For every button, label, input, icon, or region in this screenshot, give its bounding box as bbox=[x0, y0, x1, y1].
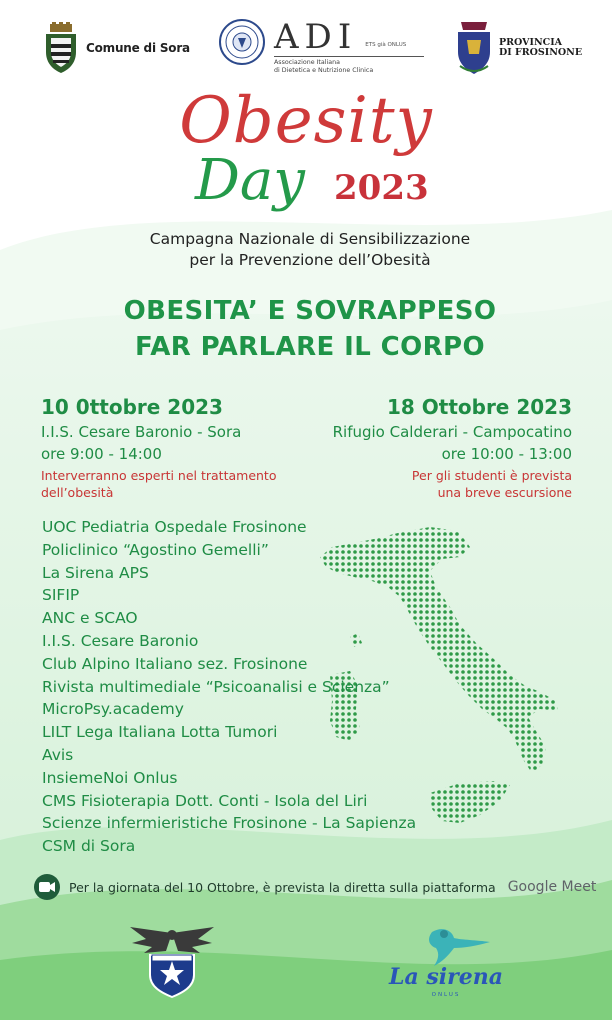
adi-title: ADI bbox=[274, 17, 358, 57]
comune-di-sora-label: Comune di Sora bbox=[86, 41, 190, 55]
event-october-18 bbox=[300, 393, 572, 501]
meet-brand-google: Google bbox=[507, 879, 558, 895]
event-note-line2: una breve escursione bbox=[437, 485, 572, 500]
meet-notice-text: Per la giornata del 10 Ottobre, è prevista la diretta sulla piattaforma bbox=[69, 879, 496, 895]
partners-list bbox=[42, 516, 416, 858]
google-meet-brand bbox=[508, 879, 597, 895]
list-item: CMS Fisioterapia Dott. Conti - Isola del Liri bbox=[42, 791, 368, 810]
google-meet-icon bbox=[33, 873, 61, 901]
la-sirena-logo bbox=[386, 926, 506, 1002]
sora-crest-icon bbox=[42, 22, 80, 74]
list-item: Avis bbox=[42, 745, 74, 764]
campaign-line1: Campagna Nazionale di Sensibilizzazione bbox=[149, 230, 471, 248]
event-place: Rifugio Calderari - Campocatino bbox=[332, 423, 572, 441]
list-item: SIFIP bbox=[42, 586, 80, 605]
list-item: MicroPsy.academy bbox=[42, 700, 184, 719]
adi-subtitle-line1: Associazione Italiana bbox=[274, 59, 340, 66]
headline-line2: FAR PARLARE IL CORPO bbox=[135, 332, 485, 362]
provincia-label-line1: PROVINCIA bbox=[499, 37, 563, 48]
campaign-subtitle bbox=[0, 229, 612, 271]
title-year: 2023 bbox=[334, 168, 429, 208]
headline bbox=[0, 293, 612, 365]
event-note-line2: dell’obesità bbox=[41, 485, 114, 500]
provincia-frosinone-logo bbox=[455, 20, 582, 76]
google-meet-notice bbox=[33, 873, 596, 901]
list-item: CSM di Sora bbox=[42, 837, 136, 856]
event-note-line1: Interverranno esperti nel trattamento bbox=[41, 468, 277, 483]
list-item: I.I.S. Cesare Baronio bbox=[42, 631, 199, 650]
sirena-subtitle: ONLUS bbox=[431, 992, 461, 998]
event-october-10 bbox=[41, 393, 311, 501]
sirena-name: La sirena bbox=[389, 964, 503, 990]
adi-seal-icon bbox=[218, 18, 266, 66]
title-obesity: Obesity bbox=[179, 84, 433, 158]
list-item: Scienze infermieristiche Frosinone - La Sapienza bbox=[42, 814, 417, 833]
list-item: La Sirena APS bbox=[42, 563, 149, 582]
headline-line1: OBESITA’ E SOVRAPPESO bbox=[123, 296, 497, 326]
event-time: ore 10:00 - 13:00 bbox=[441, 445, 572, 463]
event-date: 10 0ttobre 2023 bbox=[41, 395, 223, 419]
provincia-label-line2: DI FROSINONE bbox=[499, 47, 583, 58]
campaign-line2: per la Prevenzione dell’Obesità bbox=[189, 251, 431, 269]
list-item: Policlinico “Agostino Gemelli” bbox=[42, 540, 269, 559]
event-time: ore 9:00 - 14:00 bbox=[41, 445, 162, 463]
list-item: LILT Lega Italiana Lotta Tumori bbox=[42, 723, 278, 742]
list-item: Rivista multimediale “Psicoanalisi e Scienza” bbox=[42, 677, 390, 696]
adi-subtitle-line2: di Dietetica e Nutrizione Clinica bbox=[274, 67, 374, 74]
frosinone-crest-icon bbox=[455, 20, 493, 76]
list-item: InsiemeNoi Onlus bbox=[42, 768, 178, 787]
list-item: ANC e SCAO bbox=[42, 609, 138, 628]
adi-ets-label: ETS già ONLUS bbox=[365, 42, 407, 48]
comune-di-sora-logo bbox=[42, 22, 190, 74]
list-item: UOC Pediatria Ospedale Frosinone bbox=[42, 518, 307, 536]
event-note-line1: Per gli studenti è prevista bbox=[411, 468, 572, 483]
event-date: 18 Ottobre 2023 bbox=[386, 395, 572, 419]
event-place: I.I.S. Cesare Baronio - Sora bbox=[41, 423, 242, 441]
list-item: Club Alpino Italiano sez. Frosinone bbox=[42, 654, 308, 673]
meet-brand-meet: Meet bbox=[561, 879, 597, 895]
club-alpino-italiano-logo-icon bbox=[122, 923, 222, 999]
title-day: Day bbox=[195, 148, 305, 213]
adi-logo bbox=[218, 18, 424, 75]
adi-divider bbox=[274, 56, 424, 57]
